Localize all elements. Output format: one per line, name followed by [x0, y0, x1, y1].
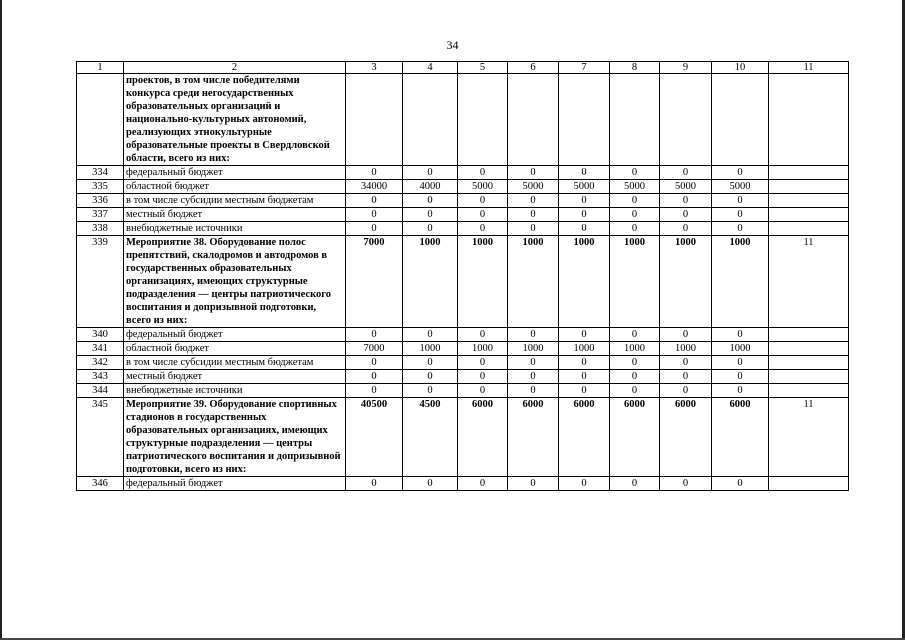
value-cell: 0: [660, 370, 712, 384]
row-description: областной бюджет: [124, 342, 346, 356]
table-row: [77, 166, 849, 180]
table-row: [77, 194, 849, 208]
row-number: 341: [77, 342, 124, 356]
value-cell: 1000: [508, 342, 559, 356]
value-cell: 0: [660, 356, 712, 370]
value-cell: 0: [346, 208, 403, 222]
value-cell: 0: [712, 384, 769, 398]
table-row: [77, 384, 849, 398]
target-indicator-cell: [769, 222, 849, 236]
table-row: [77, 356, 849, 370]
value-cell: 0: [660, 222, 712, 236]
value-cell: 0: [403, 194, 458, 208]
value-cell: 0: [458, 384, 508, 398]
value-cell: 0: [458, 194, 508, 208]
value-cell: 0: [346, 194, 403, 208]
value-cell: 0: [610, 208, 660, 222]
value-cell: 0: [403, 370, 458, 384]
value-cell: [712, 74, 769, 166]
target-indicator-cell: [769, 166, 849, 180]
value-cell: 6000: [559, 398, 610, 477]
value-cell: 1000: [712, 236, 769, 328]
value-cell: 0: [559, 370, 610, 384]
value-cell: 0: [346, 222, 403, 236]
value-cell: 0: [458, 222, 508, 236]
row-number: 339: [77, 236, 124, 328]
header-cell: 8: [610, 62, 660, 74]
value-cell: 6000: [712, 398, 769, 477]
row-description: местный бюджет: [124, 208, 346, 222]
value-cell: 0: [660, 166, 712, 180]
row-number: 340: [77, 328, 124, 342]
row-description: федеральный бюджет: [124, 328, 346, 342]
value-cell: 0: [346, 356, 403, 370]
value-cell: 0: [559, 328, 610, 342]
value-cell: 6000: [458, 398, 508, 477]
value-cell: 5000: [660, 180, 712, 194]
value-cell: 0: [508, 208, 559, 222]
value-cell: 1000: [458, 236, 508, 328]
row-number: 345: [77, 398, 124, 477]
value-cell: 0: [559, 194, 610, 208]
value-cell: 4500: [403, 398, 458, 477]
row-number: 337: [77, 208, 124, 222]
value-cell: 6000: [660, 398, 712, 477]
row-description: проектов, в том числе победителями конкурса среди негосударственных образовательных организаций и национально-культурных автономий, реализующих этнокультурные образовательные проекты в Свердловской области, всего из них:: [124, 74, 346, 166]
value-cell: 0: [403, 356, 458, 370]
value-cell: 5000: [610, 180, 660, 194]
target-indicator-cell: [769, 356, 849, 370]
value-cell: 0: [458, 356, 508, 370]
value-cell: 0: [712, 222, 769, 236]
value-cell: 0: [458, 208, 508, 222]
value-cell: 0: [610, 166, 660, 180]
table-row: [77, 328, 849, 342]
row-description: федеральный бюджет: [124, 166, 346, 180]
value-cell: 1000: [610, 236, 660, 328]
value-cell: 1000: [403, 342, 458, 356]
header-cell: 9: [660, 62, 712, 74]
value-cell: 0: [610, 384, 660, 398]
header-cell: 3: [346, 62, 403, 74]
value-cell: 0: [403, 328, 458, 342]
row-number: 346: [77, 477, 124, 491]
value-cell: 0: [458, 166, 508, 180]
target-indicator-cell: [769, 208, 849, 222]
value-cell: 0: [508, 356, 559, 370]
value-cell: 0: [346, 370, 403, 384]
value-cell: 0: [712, 328, 769, 342]
row-description: внебюджетные источники: [124, 222, 346, 236]
value-cell: 40500: [346, 398, 403, 477]
value-cell: 0: [508, 194, 559, 208]
target-indicator-cell: [769, 477, 849, 491]
row-number: 343: [77, 370, 124, 384]
table-row: [77, 477, 849, 491]
scan-border-left: [0, 0, 2, 640]
budget-table: [76, 61, 849, 491]
row-description: Мероприятие 38. Оборудование полос препятствий, скалодромов и автодромов в государственных образовательных организациях, имеющих структурные подразделения — центры патриотического воспитания и допризывной подготовки, всего из них:: [124, 236, 346, 328]
value-cell: 6000: [508, 398, 559, 477]
value-cell: 0: [610, 477, 660, 491]
value-cell: 0: [559, 384, 610, 398]
value-cell: 0: [403, 477, 458, 491]
value-cell: 0: [712, 477, 769, 491]
value-cell: 0: [610, 370, 660, 384]
value-cell: 0: [346, 477, 403, 491]
value-cell: [660, 74, 712, 166]
value-cell: 0: [508, 370, 559, 384]
value-cell: 1000: [660, 236, 712, 328]
value-cell: 0: [508, 384, 559, 398]
target-indicator-cell: [769, 384, 849, 398]
header-cell: 7: [559, 62, 610, 74]
value-cell: 0: [712, 208, 769, 222]
value-cell: 0: [458, 328, 508, 342]
row-description: федеральный бюджет: [124, 477, 346, 491]
value-cell: 0: [660, 384, 712, 398]
value-cell: 0: [403, 208, 458, 222]
target-indicator-cell: 11: [769, 398, 849, 477]
value-cell: 0: [660, 328, 712, 342]
table-row: [77, 342, 849, 356]
value-cell: 0: [660, 208, 712, 222]
row-number: 338: [77, 222, 124, 236]
value-cell: 0: [712, 370, 769, 384]
value-cell: [610, 74, 660, 166]
row-description: Мероприятие 39. Оборудование спортивных стадионов в государственных образовательных организациях, имеющих структурные подразделения — центры патриотического воспитания и допризывной подготовки, всего из них:: [124, 398, 346, 477]
target-indicator-cell: [769, 194, 849, 208]
header-cell: 2: [124, 62, 346, 74]
row-number: 342: [77, 356, 124, 370]
header-cell: 5: [458, 62, 508, 74]
row-number: 334: [77, 166, 124, 180]
target-indicator-cell: [769, 342, 849, 356]
value-cell: 0: [508, 477, 559, 491]
target-indicator-cell: [769, 74, 849, 166]
value-cell: [458, 74, 508, 166]
value-cell: 0: [610, 328, 660, 342]
value-cell: 7000: [346, 236, 403, 328]
value-cell: 6000: [610, 398, 660, 477]
value-cell: 0: [610, 194, 660, 208]
value-cell: 0: [403, 222, 458, 236]
value-cell: 1000: [559, 236, 610, 328]
target-indicator-cell: [769, 370, 849, 384]
value-cell: 7000: [346, 342, 403, 356]
value-cell: 0: [610, 356, 660, 370]
value-cell: 0: [559, 222, 610, 236]
target-indicator-cell: [769, 328, 849, 342]
value-cell: 1000: [660, 342, 712, 356]
value-cell: 5000: [508, 180, 559, 194]
value-cell: 0: [508, 328, 559, 342]
value-cell: 1000: [458, 342, 508, 356]
row-description: в том числе субсидии местным бюджетам: [124, 356, 346, 370]
value-cell: [346, 74, 403, 166]
table-row: [77, 208, 849, 222]
value-cell: 1000: [403, 236, 458, 328]
value-cell: 0: [712, 356, 769, 370]
value-cell: 1000: [712, 342, 769, 356]
header-row: [77, 62, 849, 74]
page-number: 34: [446, 38, 459, 52]
value-cell: 0: [346, 384, 403, 398]
value-cell: 5000: [458, 180, 508, 194]
value-cell: [559, 74, 610, 166]
row-description: в том числе субсидии местным бюджетам: [124, 194, 346, 208]
value-cell: 1000: [508, 236, 559, 328]
value-cell: 0: [559, 166, 610, 180]
value-cell: 0: [712, 166, 769, 180]
table-row: [77, 370, 849, 384]
value-cell: 0: [610, 222, 660, 236]
value-cell: [508, 74, 559, 166]
header-cell: 1: [77, 62, 124, 74]
row-description: областной бюджет: [124, 180, 346, 194]
value-cell: 5000: [559, 180, 610, 194]
row-number: 344: [77, 384, 124, 398]
value-cell: 0: [559, 356, 610, 370]
value-cell: 1000: [559, 342, 610, 356]
header-cell: 4: [403, 62, 458, 74]
value-cell: 0: [458, 370, 508, 384]
measure-row: [77, 74, 849, 166]
measure-row: [77, 398, 849, 477]
value-cell: [403, 74, 458, 166]
value-cell: 4000: [403, 180, 458, 194]
value-cell: 0: [660, 194, 712, 208]
table-body: [77, 62, 849, 491]
value-cell: 0: [660, 477, 712, 491]
value-cell: 0: [346, 166, 403, 180]
value-cell: 0: [458, 477, 508, 491]
header-cell: 10: [712, 62, 769, 74]
row-description: местный бюджет: [124, 370, 346, 384]
value-cell: 0: [559, 477, 610, 491]
value-cell: 1000: [610, 342, 660, 356]
value-cell: 0: [403, 384, 458, 398]
table-row: [77, 180, 849, 194]
row-description: внебюджетные источники: [124, 384, 346, 398]
target-indicator-cell: [769, 180, 849, 194]
row-number: [77, 74, 124, 166]
measure-row: [77, 236, 849, 328]
header-cell: 11: [769, 62, 849, 74]
value-cell: 0: [508, 166, 559, 180]
value-cell: 0: [346, 328, 403, 342]
value-cell: 0: [559, 208, 610, 222]
value-cell: 34000: [346, 180, 403, 194]
value-cell: 5000: [712, 180, 769, 194]
row-number: 336: [77, 194, 124, 208]
value-cell: 0: [508, 222, 559, 236]
header-cell: 6: [508, 62, 559, 74]
value-cell: 0: [712, 194, 769, 208]
value-cell: 0: [403, 166, 458, 180]
row-number: 335: [77, 180, 124, 194]
target-indicator-cell: 11: [769, 236, 849, 328]
table-row: [77, 222, 849, 236]
